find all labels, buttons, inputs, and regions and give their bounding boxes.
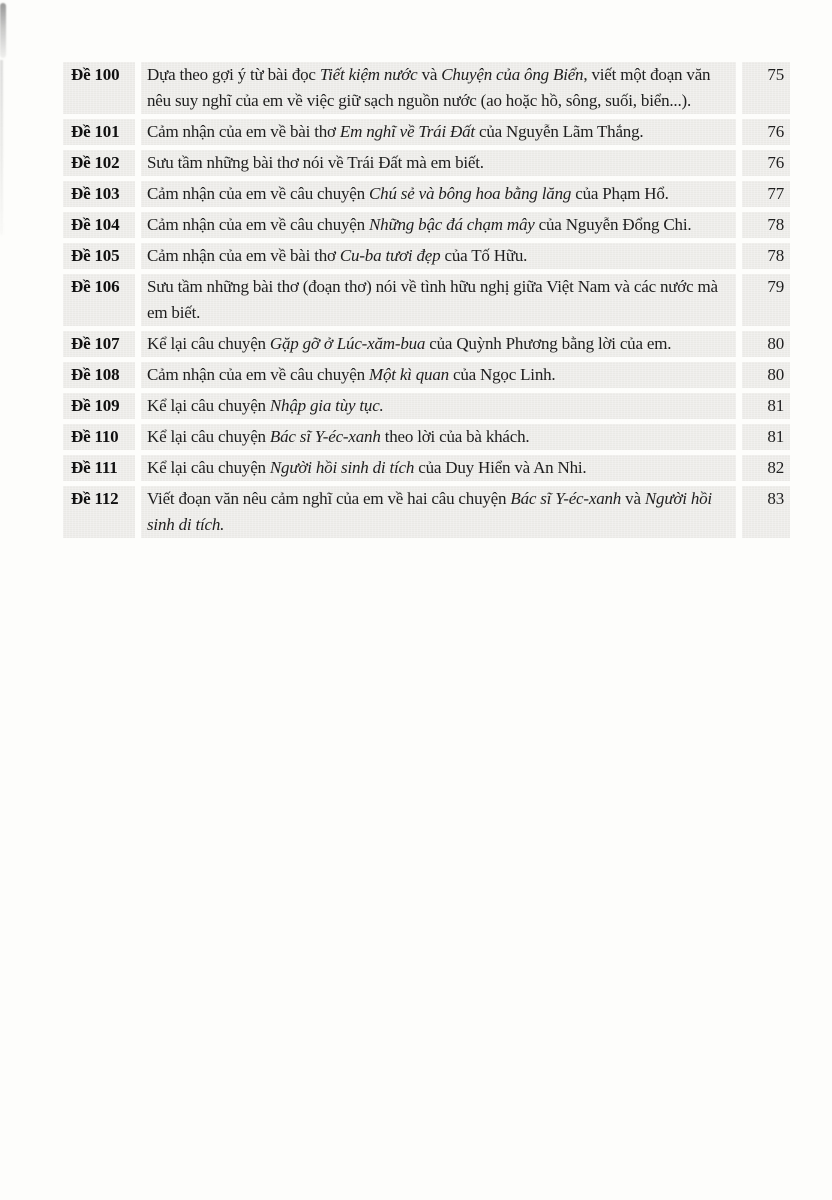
- toc-row-label: Đề 101: [63, 119, 135, 145]
- toc-row-description: [141, 243, 736, 269]
- toc-row-page-number: 83: [742, 486, 790, 538]
- toc-row-description: [141, 331, 736, 357]
- description-text: theo lời của bà khách.: [380, 427, 530, 446]
- toc-row-page-number: 75: [742, 62, 790, 114]
- toc-row-description: [141, 455, 736, 481]
- description-text: Kể lại câu chuyện: [147, 334, 270, 353]
- description-text: Sưu tầm những bài thơ nói về Trái Đất mà em biết.: [147, 153, 484, 172]
- book-title-italic: Bác sĩ Y-éc-xanh: [269, 427, 381, 446]
- toc-row-label: Đề 102: [63, 150, 135, 176]
- description-text: của Ngọc Linh.: [448, 365, 556, 384]
- toc-row-description: [141, 119, 736, 145]
- description-text: Sưu tầm những bài thơ (đoạn thơ) nói về tình hữu nghị giữa Việt Nam và các nước mà em biết.: [147, 277, 718, 322]
- toc-row-label: Đề 100: [63, 62, 135, 114]
- toc-row-description: [141, 181, 736, 207]
- description-text: Cảm nhận của em về câu chuyện: [147, 215, 369, 234]
- toc-row: [63, 243, 790, 269]
- book-title-italic: Những bậc đá chạm mây: [369, 215, 535, 234]
- description-text: và: [621, 489, 645, 508]
- toc-row-page-number: 81: [742, 424, 790, 450]
- description-text: của Phạm Hổ.: [571, 184, 669, 203]
- toc-row-description: [141, 393, 736, 419]
- description-text: Cảm nhận của em về câu chuyện: [147, 365, 369, 384]
- description-text: Kể lại câu chuyện: [147, 458, 270, 477]
- toc-row-description: [141, 274, 736, 326]
- toc-row: [63, 212, 790, 238]
- description-text: của Quỳnh Phương bằng lời của em.: [425, 334, 672, 353]
- toc-row-page-number: 78: [742, 243, 790, 269]
- book-title-italic: Bác sĩ Y-éc-xanh: [510, 489, 622, 508]
- toc-row-page-number: 77: [742, 181, 790, 207]
- toc-row-label: Đề 104: [63, 212, 135, 238]
- description-text: Viết đoạn văn nêu cảm nghĩ của em về hai câu chuyện: [147, 489, 511, 508]
- toc-row: [63, 181, 790, 207]
- book-title-italic: Cu-ba tươi đẹp: [339, 246, 441, 265]
- description-text: của Tố Hữu.: [440, 246, 528, 265]
- toc-row-page-number: 76: [742, 150, 790, 176]
- toc-row: [63, 455, 790, 481]
- toc-row-page-number: 79: [742, 274, 790, 326]
- toc-row: [63, 119, 790, 145]
- description-text: của Nguyễn Lãm Thắng.: [474, 122, 644, 141]
- toc-row-description: [141, 212, 736, 238]
- description-text: Cảm nhận của em về bài thơ: [147, 246, 340, 265]
- toc-row-description: [141, 150, 736, 176]
- toc-table: [63, 62, 790, 543]
- book-title-italic: Người hồi sinh di tích: [269, 458, 415, 477]
- description-text: Kể lại câu chuyện: [147, 427, 270, 446]
- toc-row-label: Đề 108: [63, 362, 135, 388]
- toc-row-description: [141, 486, 736, 538]
- description-text: và: [417, 65, 442, 84]
- toc-row: [63, 393, 790, 419]
- book-title-italic: Một kì quan: [369, 365, 449, 384]
- toc-row: [63, 274, 790, 326]
- book-title-italic: Tiết kiệm nước: [319, 65, 418, 84]
- toc-row-description: [141, 362, 736, 388]
- toc-row-label: Đề 103: [63, 181, 135, 207]
- description-text: của Nguyễn Đổng Chi.: [534, 215, 692, 234]
- toc-row-label: Đề 110: [63, 424, 135, 450]
- description-text: Kể lại câu chuyện: [147, 396, 270, 415]
- book-title-italic: Chuyện của ông Biển: [441, 65, 584, 84]
- toc-row-description: [141, 62, 736, 114]
- toc-row: [63, 150, 790, 176]
- book-title-italic: Người hồi sinh di tích.: [147, 489, 712, 534]
- toc-row: [63, 62, 790, 114]
- book-title-italic: Nhập gia tùy tục.: [269, 396, 384, 415]
- description-text: Cảm nhận của em về bài thơ: [147, 122, 340, 141]
- toc-row-label: Đề 111: [63, 455, 135, 481]
- toc-row-label: Đề 106: [63, 274, 135, 326]
- toc-row-page-number: 82: [742, 455, 790, 481]
- toc-row: [63, 331, 790, 357]
- toc-row: [63, 486, 790, 538]
- toc-row-label: Đề 107: [63, 331, 135, 357]
- toc-row: [63, 362, 790, 388]
- toc-row-label: Đề 105: [63, 243, 135, 269]
- toc-row-page-number: 80: [742, 362, 790, 388]
- toc-row-page-number: 80: [742, 331, 790, 357]
- toc-row-description: [141, 424, 736, 450]
- toc-row-label: Đề 109: [63, 393, 135, 419]
- toc-row-label: Đề 112: [63, 486, 135, 538]
- book-title-italic: Gặp gỡ ở Lúc-xăm-bua: [269, 334, 426, 353]
- description-text: , viết một đoạn văn nêu suy nghĩ của em về việc giữ sạch nguồn nước (ao hoặc hồ, sông, suối, biển...).: [147, 65, 711, 110]
- toc-row-page-number: 78: [742, 212, 790, 238]
- description-text: của Duy Hiển và An Nhi.: [414, 458, 587, 477]
- scan-smudge-left-edge: [0, 60, 3, 235]
- toc-row: [63, 424, 790, 450]
- toc-row-page-number: 81: [742, 393, 790, 419]
- book-title-italic: Em nghĩ về Trái Đất: [339, 122, 475, 141]
- description-text: Cảm nhận của em về câu chuyện: [147, 184, 369, 203]
- scan-smudge-top-left: [0, 3, 6, 58]
- book-title-italic: Chú sẻ và bông hoa bằng lăng: [369, 184, 572, 203]
- description-text: Dựa theo gợi ý từ bài đọc: [147, 65, 320, 84]
- toc-row-page-number: 76: [742, 119, 790, 145]
